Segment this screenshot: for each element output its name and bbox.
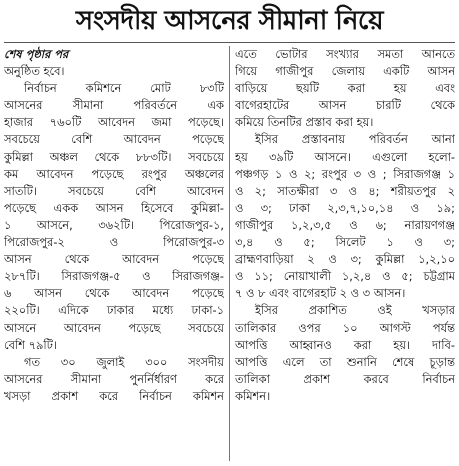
text-line: বাড়িয়ে ছয়টি করা হয় এবং	[235, 81, 455, 96]
text-line: অনুষ্ঠিত হবে।	[4, 64, 65, 79]
text-line: সবচেয়ে বেশি আবেদন পড়েছে	[4, 132, 224, 147]
text-line: পিরোজপুর-২ ও পিরোজপুর-৩	[4, 235, 224, 250]
text-line: ও ৩; ঢাকা ২,৩,৭,১০,১৪ ও ১৯;	[235, 200, 455, 215]
text-line: ৩,৪ ও ৫; সিলেট ১ ও ৩;	[235, 235, 455, 250]
text-line: পঞ্চগড় ১ ও ২; রংপুর ৩ ও ; সিরাজগঞ্জ ১	[235, 166, 455, 181]
text-line: গত ৩০ জুলাই ৩০০ সংসদীয়	[24, 354, 224, 369]
text-line: হয় ৩৯টি আসনে। এগুলো হলো-	[235, 149, 455, 164]
column-divider	[229, 46, 230, 461]
text-line: কুমিল্লা অঞ্চল থেকে ৮৮৩টি। সবচেয়ে	[4, 149, 224, 164]
headline: সংসদীয় আসনের সীমানা নিয়ে	[75, 6, 384, 36]
text-line: ৭ ও ৮ এবং বাগেরহাট ২ ও ৩ আসন।	[235, 286, 406, 301]
text-line: আপত্তি আহ্বানও করা হয়। দাবি-	[235, 337, 455, 352]
text-line: ও ২; সাতক্ষীরা ৩ ও ৪; শরীয়তপুর ২	[235, 183, 455, 198]
text-line: পড়েছে একক আসন হিসেবে কুমিল্লা-	[4, 200, 224, 215]
text-line: গিয়ে গাজীপুর জেলায় একটি আসন	[235, 64, 455, 79]
text-line: ইসির প্রস্তাবনায় পরিবর্তন আনা	[255, 132, 455, 147]
text-line: নির্বাচন কমিশনে মোট ৮৩টি	[24, 81, 224, 96]
text-line: বাগেরহাটের আসন চারটি থেকে	[235, 98, 455, 113]
left-column	[4, 46, 224, 405]
text-line: এতে ভোটার সংখ্যার সমতা আনতে	[235, 47, 455, 61]
text-line: কমিশন।	[235, 388, 271, 403]
text-line: কম আবেদন পড়েছে রংপুর অঞ্চলের	[4, 166, 224, 181]
text-line: বেশি ৭৯টি।	[4, 337, 57, 352]
text-line: আসনের সীমানা পরিবর্তনে এক	[4, 98, 224, 113]
text-line: ও ১১; নোয়াখালী ১,২,৪ ও ৫; চট্টগ্রাম	[235, 269, 455, 284]
text-line: আসনে আবেদন পড়েছে সবচেয়ে	[4, 320, 224, 335]
text-line: সাতটি। সবচেয়ে বেশি আবেদন	[4, 183, 224, 198]
continuation-label: শেষ পৃষ্ঠার পর	[4, 47, 69, 61]
text-line: তালিকার ওপর ১০ আগস্ট পর্যন্ত	[235, 320, 455, 335]
text-line: গাজীপুর ১,২,৩,৫ ও ৬; নারায়ণগঞ্জ	[235, 217, 455, 232]
text-line: ব্রাহ্মণবাড়িয়া ২ ও ৩; কুমিল্লা ১,২,১০	[235, 252, 455, 267]
text-line: ১ আসনে, ৩৬২টি। পিরোজপুর-১,	[4, 217, 224, 232]
text-line: ২২০টি। এদিকে ঢাকার মধ্যে ঢাকা-১	[4, 303, 224, 318]
text-line: ইসির প্রকাশিত ওই খসড়ার	[255, 303, 455, 318]
text-line: আসন থেকে আবেদন পড়েছে	[4, 252, 224, 267]
text-line: ২৮৭টি। সিরাজগঞ্জ-৫ ও সিরাজগঞ্জ-	[4, 269, 224, 284]
right-column	[235, 46, 455, 405]
text-line: খসড়া প্রকাশ করে নির্বাচন কমিশন	[4, 388, 224, 403]
text-line: আপত্তি এলে তা শুনানি শেষে চূড়ান্ত	[235, 354, 455, 369]
text-line: তালিকা প্রকাশ করবে নির্বাচন	[235, 371, 455, 386]
text-line: কমিয়ে তিনটির প্রস্তাব করা হয়।	[235, 115, 374, 130]
text-line: হাজার ৭৬০টি আবেদন জমা পড়েছে।	[4, 115, 224, 130]
headline-rule	[4, 42, 455, 43]
text-line: ৬ আসন থেকে আবেদন পড়েছে	[4, 286, 224, 301]
text-line: আসনের সীমানা পুনর্নির্ধারণ করে	[4, 371, 224, 386]
